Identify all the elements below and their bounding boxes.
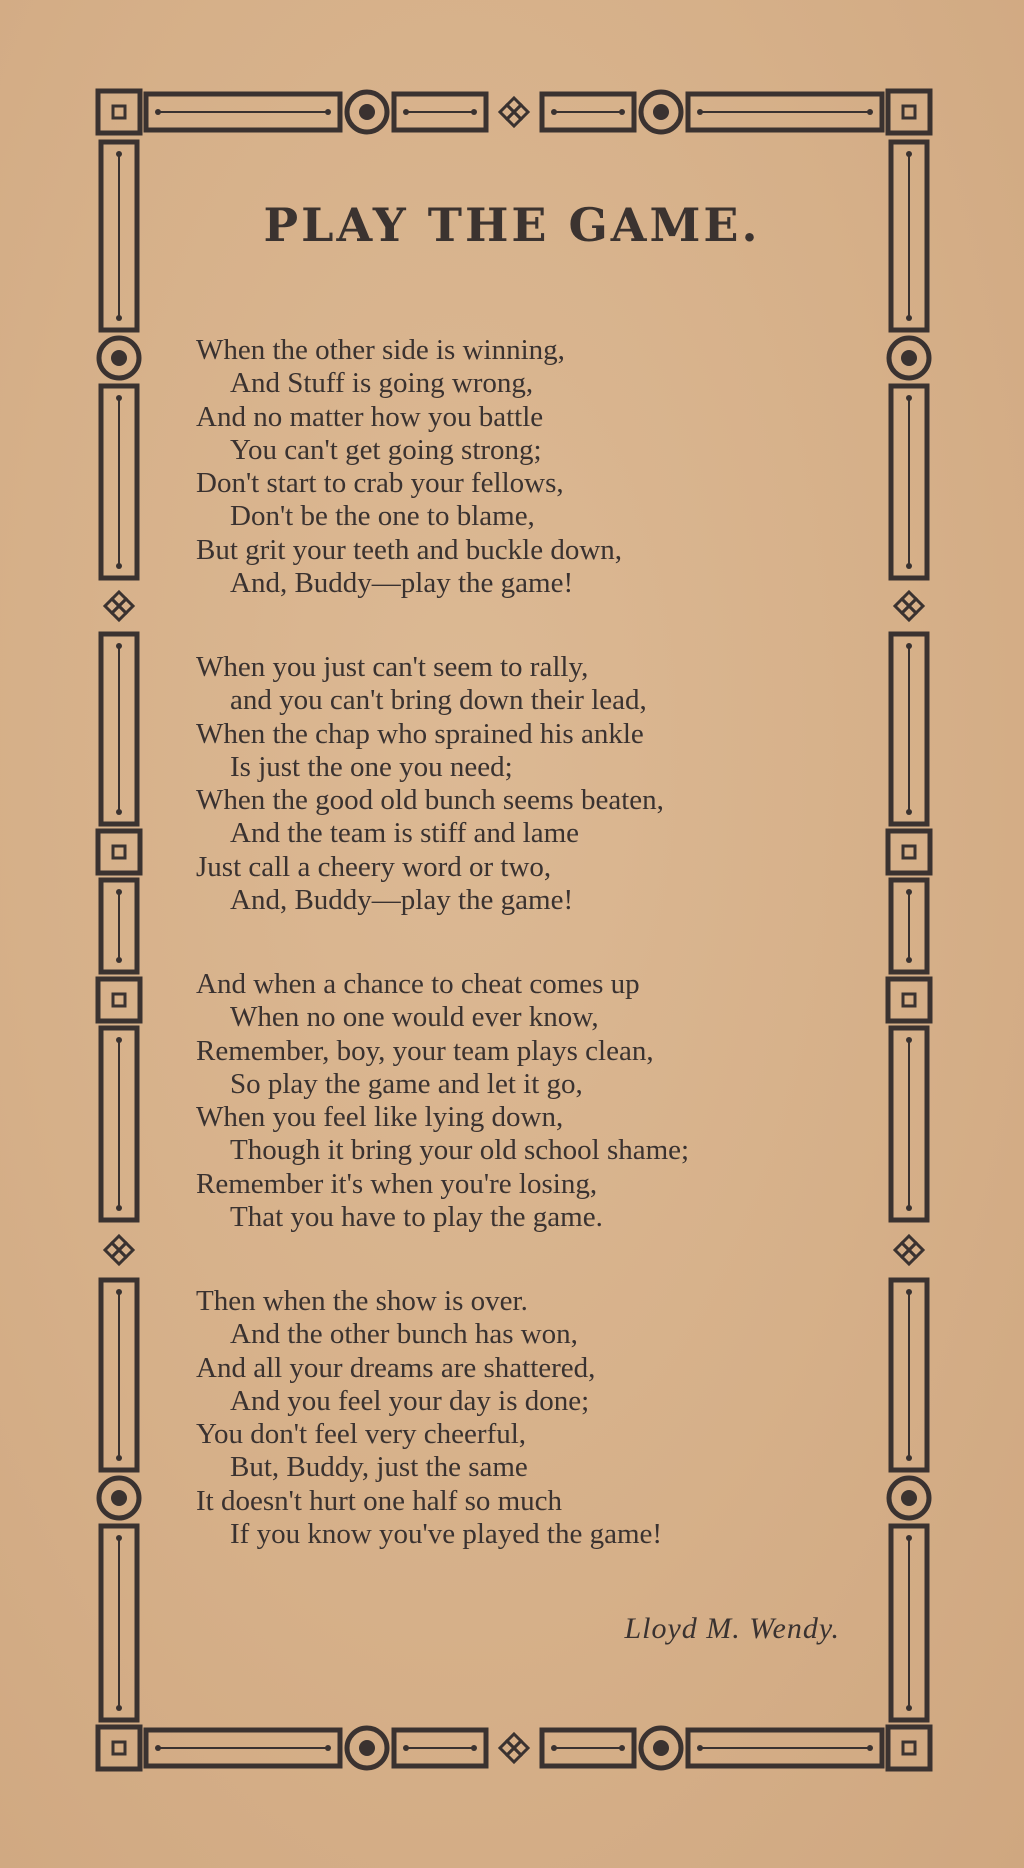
border-bar: [906, 1037, 912, 1043]
border-circle-ornament: [901, 350, 917, 366]
poem-line: Then when the show is over.: [196, 1285, 528, 1317]
border-bar: [116, 889, 122, 895]
poem-line: When the other side is winning,: [196, 334, 565, 366]
border-knot-ornament: [500, 105, 514, 119]
border-square-ornament: [903, 846, 915, 858]
poem-line: Is just the one you need;: [230, 750, 513, 783]
border-bar: [619, 1745, 625, 1751]
poem-line: And Stuff is going wrong,: [230, 367, 534, 400]
border-square-ornament: [903, 994, 915, 1006]
border-bar: [155, 109, 161, 115]
border-circle-ornament: [653, 104, 669, 120]
poem-line: And you feel your day is done;: [230, 1384, 590, 1417]
border-bar: [697, 109, 703, 115]
border-circle-ornament: [901, 1490, 917, 1506]
border-bar: [116, 395, 122, 401]
border-square-ornament: [903, 1742, 915, 1754]
poem-line: And when a chance to cheat comes up: [196, 968, 640, 1000]
stanza-1: [196, 334, 896, 600]
border-circle-ornament: [653, 1740, 669, 1756]
border-bar: [325, 1745, 331, 1751]
poem-line: Don't be the one to blame,: [230, 500, 535, 533]
border-bar: [906, 395, 912, 401]
poem-line: If you know you've played the game!: [230, 1518, 663, 1551]
border-bar: [403, 109, 409, 115]
border-circle-ornament: [111, 1490, 127, 1506]
border-bar: [906, 809, 912, 815]
border-bar: [906, 1535, 912, 1541]
border-square-ornament: [98, 831, 140, 873]
poem-title: PLAY THE GAME.: [263, 198, 761, 252]
border-bar: [116, 563, 122, 569]
border-square-ornament: [98, 979, 140, 1021]
border-bar: [116, 1455, 122, 1461]
border-knot-ornament: [895, 599, 909, 613]
border-bar: [116, 809, 122, 815]
poem-line: But, Buddy, just the same: [230, 1451, 528, 1484]
poem-line: So play the game and let it go,: [230, 1067, 583, 1100]
poem-line: When you just can't seem to rally,: [196, 651, 589, 683]
border-bar: [116, 957, 122, 963]
border-square-ornament: [888, 1727, 930, 1769]
poem-line: Remember, boy, your team plays clean,: [196, 1034, 654, 1067]
border-bar: [906, 1705, 912, 1711]
stanza-2: [196, 651, 896, 917]
border-bar: [116, 1037, 122, 1043]
border-knot-ornament: [105, 599, 119, 613]
poem-line: When the good old bunch seems beaten,: [196, 784, 664, 817]
border-bar: [906, 643, 912, 649]
author-signature: Lloyd M. Wendy.: [624, 1612, 840, 1645]
poem-line: And no matter how you battle: [196, 400, 544, 433]
border-bar: [116, 643, 122, 649]
border-bar: [906, 1289, 912, 1295]
border-knot-ornament: [105, 1243, 119, 1257]
border-bar: [116, 315, 122, 321]
border-bar: [867, 109, 873, 115]
poem-line: Though it bring your old school shame;: [230, 1134, 690, 1167]
border-bar: [906, 1455, 912, 1461]
poem-line: And all your dreams are shattered,: [196, 1351, 596, 1384]
border-square-ornament: [113, 994, 125, 1006]
border-square-ornament: [113, 106, 125, 118]
border-bar: [116, 1289, 122, 1295]
border-knot-ornament: [895, 1243, 909, 1257]
border-bar: [906, 957, 912, 963]
poem-line: Just call a cheery word or two,: [196, 850, 552, 883]
border-bar: [906, 889, 912, 895]
border-square-ornament: [113, 1742, 125, 1754]
border-bar: [867, 1745, 873, 1751]
poem-line: And, Buddy—play the game!: [230, 567, 574, 600]
poem-line: It doesn't hurt one half so much: [196, 1484, 563, 1517]
border-bar: [471, 1745, 477, 1751]
poem-line: and you can't bring down their lead,: [230, 684, 647, 717]
border-bar: [155, 1745, 161, 1751]
border-bar: [906, 563, 912, 569]
border-bar: [116, 1205, 122, 1211]
poem-line: Remember it's when you're losing,: [196, 1167, 598, 1200]
border-square-ornament: [903, 106, 915, 118]
border-bar: [551, 1745, 557, 1751]
stanza-4: [196, 1285, 896, 1551]
border-square-ornament: [113, 846, 125, 858]
border-circle-ornament: [111, 350, 127, 366]
border-circle-ornament: [359, 1740, 375, 1756]
border-bar: [116, 1705, 122, 1711]
poem-line: And the team is stiff and lame: [230, 817, 579, 850]
poem-line: When the chap who sprained his ankle: [196, 717, 644, 750]
border-square-ornament: [98, 1727, 140, 1769]
poem-line: And the other bunch has won,: [230, 1318, 578, 1351]
poem-line: But grit your teeth and buckle down,: [196, 533, 623, 566]
border-bar: [471, 109, 477, 115]
poem-line: You don't feel very cheerful,: [196, 1418, 527, 1451]
border-bar: [403, 1745, 409, 1751]
poem-line: You can't get going strong;: [230, 433, 542, 466]
poem-line: Don't start to crab your fellows,: [196, 467, 564, 500]
border-bar: [116, 1535, 122, 1541]
border-square-ornament: [98, 91, 140, 133]
border-bar: [619, 109, 625, 115]
poem-line: When you feel like lying down,: [196, 1101, 564, 1134]
border-circle-ornament: [359, 104, 375, 120]
poem-line: And, Buddy—play the game!: [230, 884, 574, 917]
poem-line: When no one would ever know,: [230, 1001, 599, 1034]
border-knot-ornament: [500, 1741, 514, 1755]
poem-line: That you have to play the game.: [230, 1201, 603, 1234]
border-bar: [906, 1205, 912, 1211]
border-bar: [551, 109, 557, 115]
border-square-ornament: [888, 91, 930, 133]
border-bar: [906, 151, 912, 157]
border-bar: [906, 315, 912, 321]
border-bar: [325, 109, 331, 115]
stanza-3: [196, 968, 896, 1234]
border-bar: [116, 151, 122, 157]
border-bar: [697, 1745, 703, 1751]
